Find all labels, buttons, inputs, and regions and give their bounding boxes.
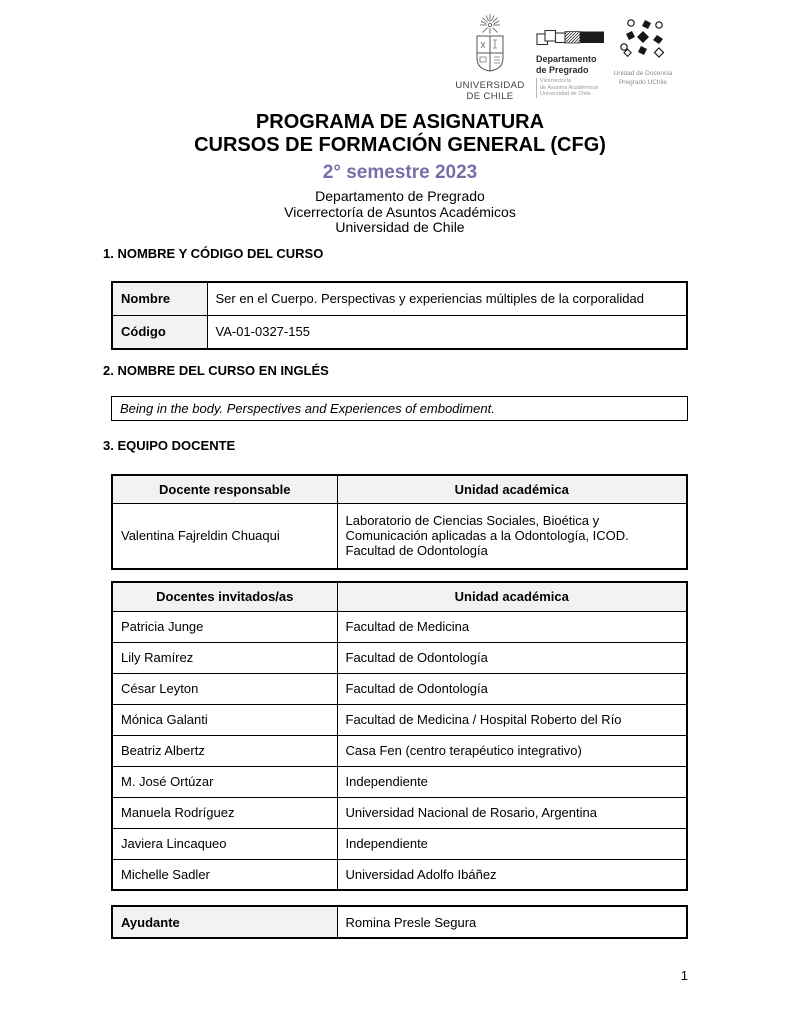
uchile-logo bbox=[450, 12, 530, 102]
invited-unit: Facultad de Odontología bbox=[337, 673, 687, 704]
section3-heading: 3. EQUIPO DOCENTE bbox=[103, 438, 236, 453]
table-row bbox=[112, 906, 687, 938]
pregrado-logo-sub-line2: de Asuntos Académicos bbox=[540, 84, 599, 91]
invited-name: Manuela Rodríguez bbox=[112, 797, 337, 828]
invited-name: Lily Ramírez bbox=[112, 642, 337, 673]
ayudante-label: Ayudante bbox=[112, 906, 337, 938]
docencia-logo-line1: Unidad de Docencia bbox=[613, 70, 673, 77]
invited-unit: Universidad Adolfo Ibáñez bbox=[337, 859, 687, 890]
responsible-unit: Laboratorio de Ciencias Sociales, Bioética y Comunicación aplicadas a la Odontología, ICOD. Facultad de Odontología bbox=[337, 503, 687, 569]
ayudante-value: Romina Presle Segura bbox=[337, 906, 687, 938]
pregrado-logo-sub-line3: Universidad de Chile bbox=[540, 91, 591, 97]
nombre-label: Nombre bbox=[112, 282, 207, 315]
section2-heading: 2. NOMBRE DEL CURSO EN INGLÉS bbox=[103, 363, 329, 378]
assistant-table bbox=[111, 905, 688, 939]
course-name-code-table bbox=[111, 281, 688, 350]
table-header-row bbox=[112, 475, 687, 503]
responsible-col1-header: Docente responsable bbox=[112, 475, 337, 503]
table-row bbox=[112, 503, 687, 569]
invited-unit: Facultad de Medicina / Hospital Roberto del Río bbox=[337, 704, 687, 735]
invited-unit: Universidad Nacional de Rosario, Argentina bbox=[337, 797, 687, 828]
table-row bbox=[112, 282, 687, 315]
pregrado-logo-sub-line1: Vicerrectoría bbox=[540, 78, 572, 84]
invited-name: Beatriz Albertz bbox=[112, 735, 337, 766]
invited-name: Mónica Galanti bbox=[112, 704, 337, 735]
document-title-line1: PROGRAMA DE ASIGNATURA bbox=[255, 111, 545, 133]
codigo-value: VA-01-0327-155 bbox=[207, 315, 687, 349]
codigo-label: Código bbox=[112, 315, 207, 349]
table-row bbox=[112, 797, 687, 828]
subtitle-univ: Universidad de Chile bbox=[335, 219, 465, 235]
title-block bbox=[0, 111, 800, 236]
nombre-value: Ser en el Cuerpo. Perspectivas y experiencias múltiples de la corporalidad bbox=[207, 282, 687, 315]
section1-heading: 1. NOMBRE Y CÓDIGO DEL CURSO bbox=[103, 246, 324, 261]
table-header-row bbox=[112, 582, 687, 611]
table-row bbox=[112, 611, 687, 642]
pregrado-logo-name-line2: de Pregrado bbox=[536, 64, 589, 75]
pregrado-logo bbox=[536, 27, 610, 98]
invited-name: M. José Ortúzar bbox=[112, 766, 337, 797]
invited-name: César Leyton bbox=[112, 673, 337, 704]
page-number: 1 bbox=[680, 968, 688, 983]
table-row bbox=[112, 859, 687, 890]
table-row bbox=[112, 315, 687, 349]
invited-name: Patricia Junge bbox=[112, 611, 337, 642]
table-row bbox=[112, 766, 687, 797]
table-row bbox=[112, 828, 687, 859]
invited-name: Michelle Sadler bbox=[112, 859, 337, 890]
subtitle-vice: Vicerrectoría de Asuntos Académicos bbox=[284, 203, 516, 220]
uchile-logo-line2: DE CHILE bbox=[466, 91, 514, 102]
docencia-pinwheel-icon bbox=[615, 15, 671, 63]
pregrado-logo-name-line1: Departamento bbox=[536, 54, 597, 64]
subtitle-dept: Departamento de Pregrado bbox=[315, 188, 485, 204]
docencia-logo-line2: Pregrado UChile bbox=[618, 78, 668, 86]
uchile-logo-line1: UNIVERSIDAD bbox=[455, 80, 525, 91]
english-name-box: Being in the body. Perspectives and Experiences of embodiment. bbox=[111, 396, 688, 421]
responsible-name: Valentina Fajreldin Chuaqui bbox=[112, 503, 337, 569]
responsible-teacher-table bbox=[111, 474, 688, 570]
invited-col2-header: Unidad académica bbox=[337, 582, 687, 611]
invited-name: Javiera Lincaqueo bbox=[112, 828, 337, 859]
invited-unit: Facultad de Medicina bbox=[337, 611, 687, 642]
pregrado-boxes-icon bbox=[536, 27, 606, 47]
invited-unit: Independiente bbox=[337, 766, 687, 797]
invited-unit: Facultad de Odontología bbox=[337, 642, 687, 673]
invited-col1-header: Docentes invitados/as bbox=[112, 582, 337, 611]
invited-unit: Casa Fen (centro terapéutico integrativo) bbox=[337, 735, 687, 766]
invited-unit: Independiente bbox=[337, 828, 687, 859]
document-title-line2: CURSOS DE FORMACIÓN GENERAL (CFG) bbox=[194, 134, 606, 156]
table-row bbox=[112, 642, 687, 673]
table-row bbox=[112, 673, 687, 704]
responsible-col2-header: Unidad académica bbox=[337, 475, 687, 503]
semester-line: 2° semestre 2023 bbox=[322, 162, 478, 183]
uchile-crest-icon bbox=[451, 12, 529, 74]
invited-teachers-table bbox=[111, 581, 688, 891]
table-row bbox=[112, 735, 687, 766]
docencia-logo bbox=[612, 15, 674, 87]
table-row bbox=[112, 704, 687, 735]
